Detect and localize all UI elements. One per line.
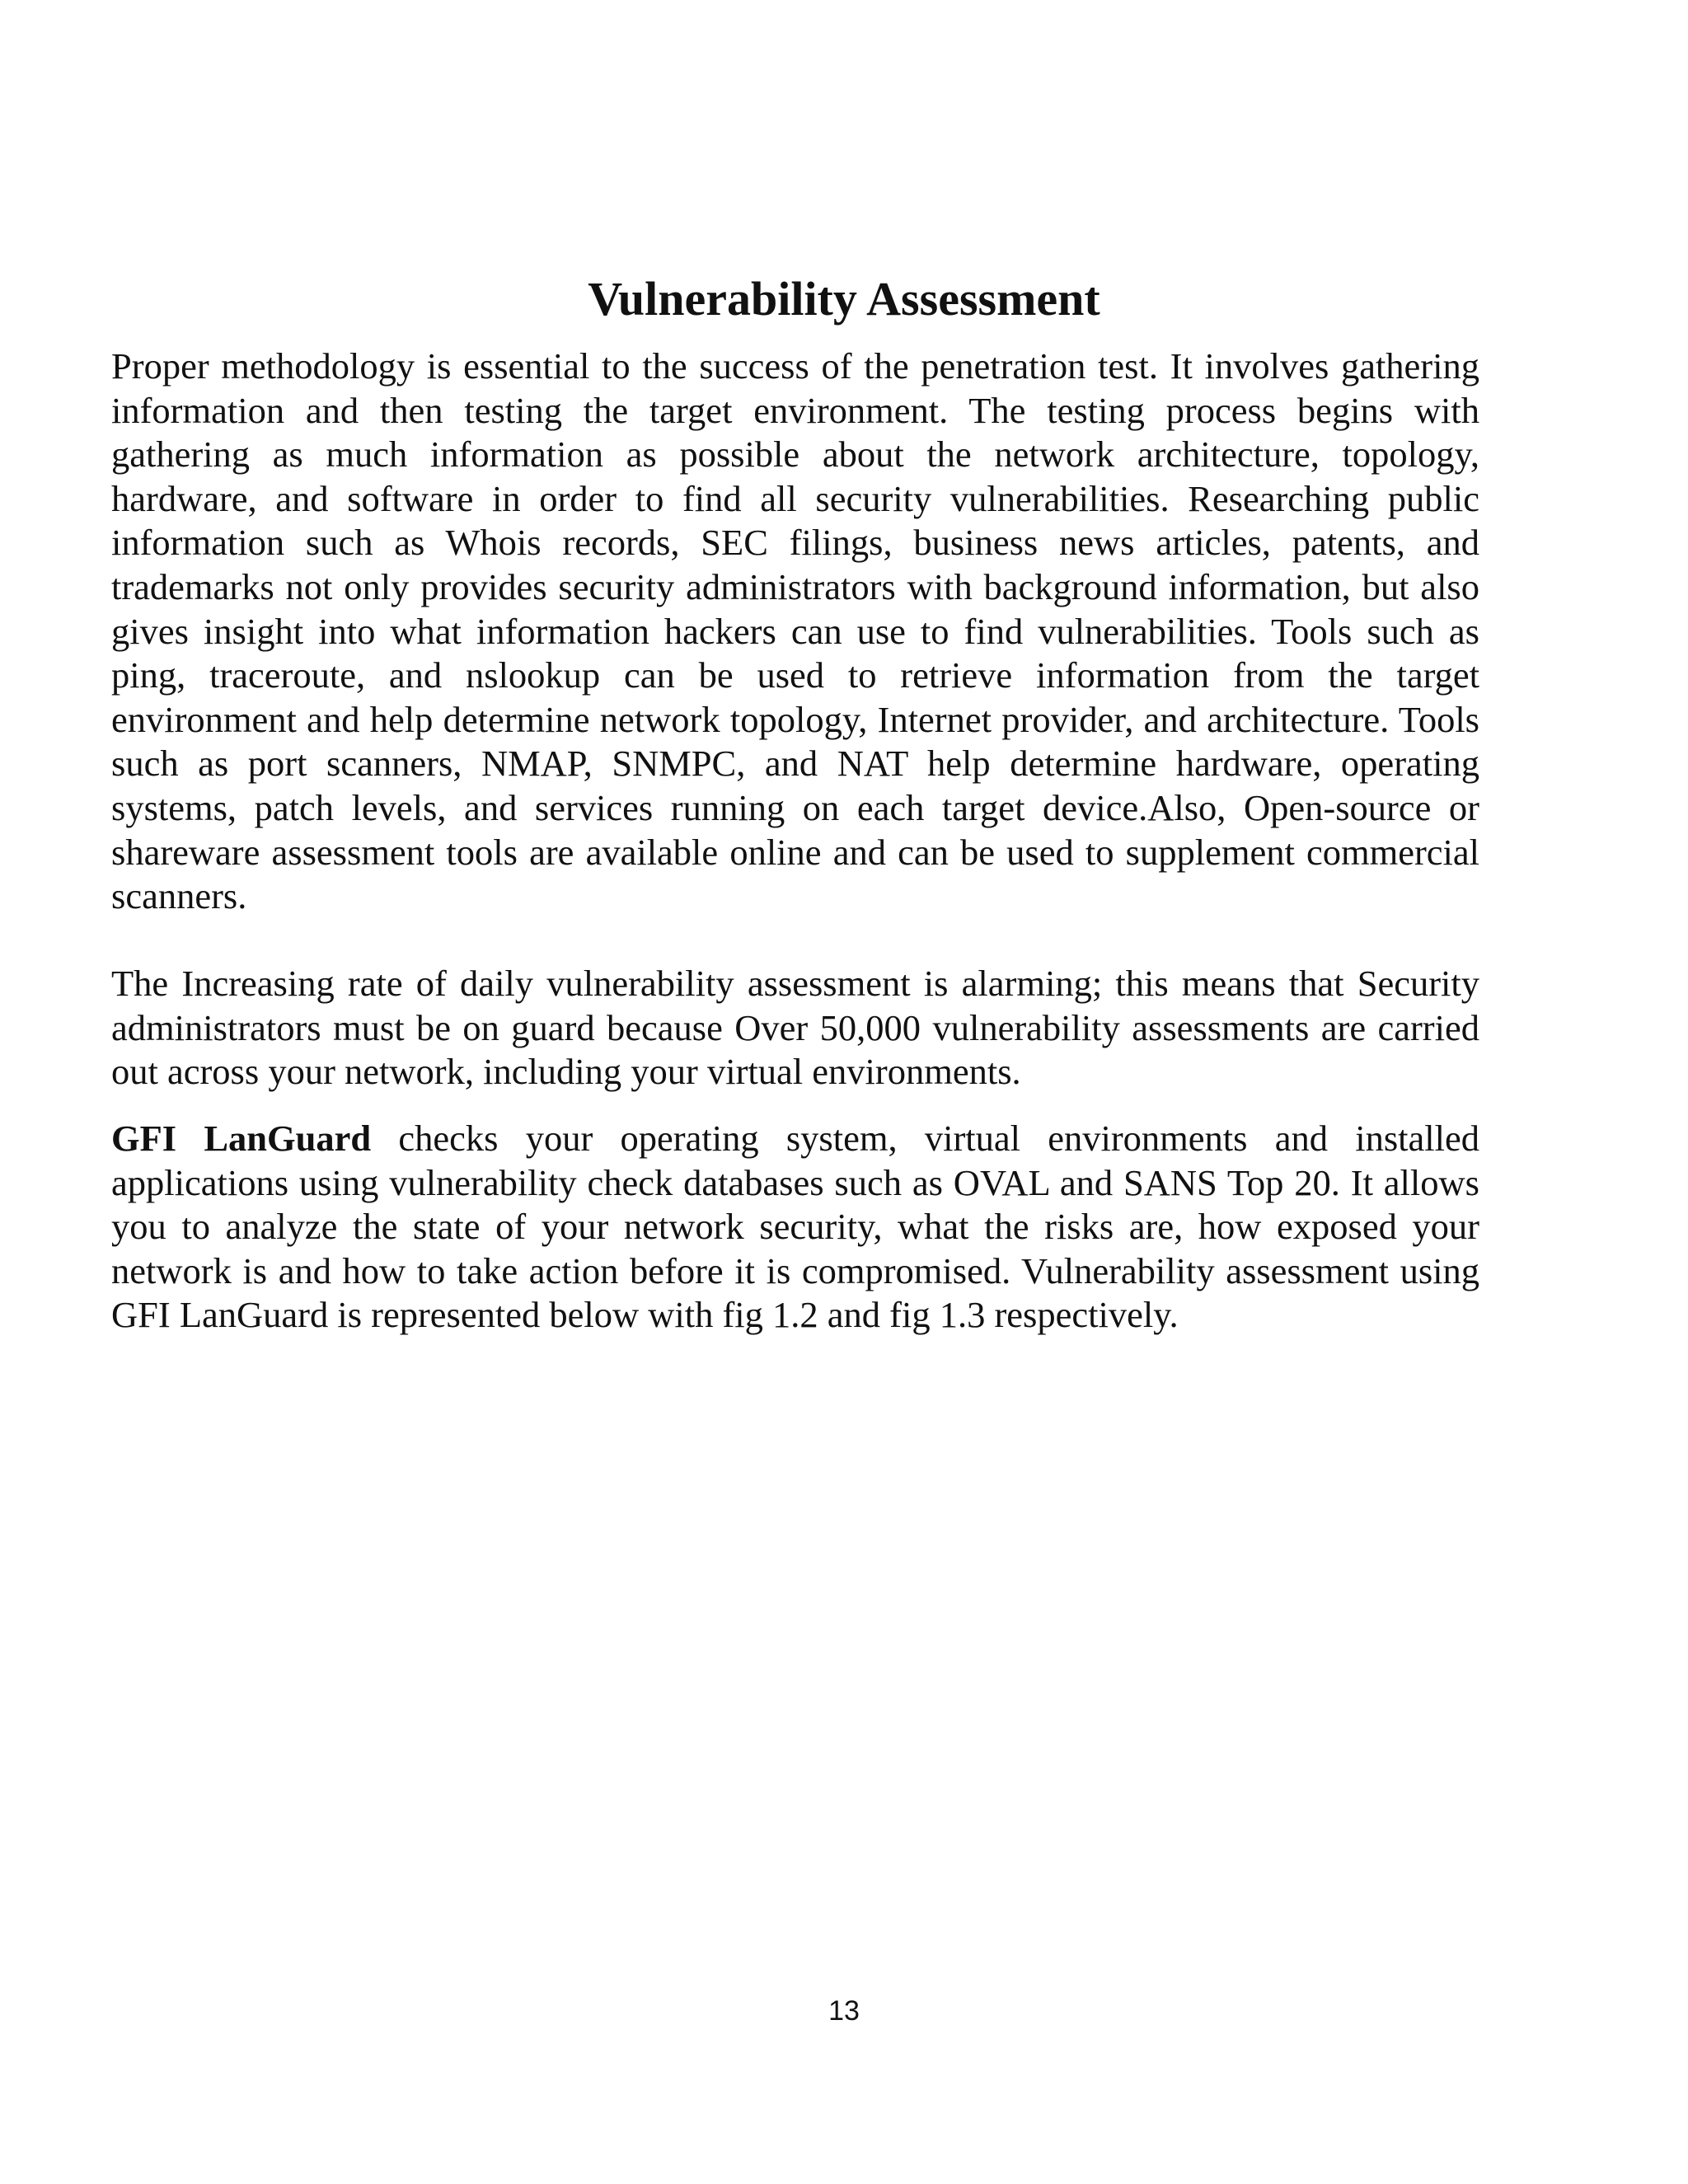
- page-title: Vulnerability Assessment: [588, 272, 1100, 326]
- paragraph-gfi-languard: [111, 1117, 1479, 1338]
- paragraph-methodology: Proper methodology is essential to the success of the penetration test. It involves gathering information and then testing the target environment. The testing process begins with gathering as much information as possible about the network architecture, topology, hardware, and software in order to find all security vulnerabilities. Researching public information such as Whois records, SEC filings, business news articles, patents, and trademarks not only provides security administrators with background information, but also gives insight into what information hackers can use to find vulnerabilities. Tools such as ping, traceroute, and nslookup can be used to retrieve information from the target environment and help determine network topology, Internet provider, and architecture. Tools such as port scanners, NMAP, SNMPC, and NAT help determine hardware, operating systems, patch levels, and services running on each target device.Also, Open-source or shareware assessment tools are available online and can be used to supplement commercial scanners.: [111, 345, 1479, 917]
- page-number: 13: [828, 1995, 860, 2027]
- gfi-languard-bold: GFI LanGuard: [111, 1118, 372, 1159]
- paragraph-increasing-rate: The Increasing rate of daily vulnerability assessment is alarming; this means that Security administrators must be on guard because Over 50,000 vulnerability assessments are carried out across your network, including your virtual environments.: [111, 963, 1479, 1093]
- paragraph-gfi-languard-text: checks your operating system, virtual environments and installed applications using vulnerability check databases such as OVAL and SANS Top 20. It allows you to analyze the state of your network security, what the risks are, how exposed your network is and how to take action before it is compromised. Vulnerability assessment using GFI LanGuard is represented below with fig 1.2 and fig 1.3 respectively.: [111, 1118, 1479, 1336]
